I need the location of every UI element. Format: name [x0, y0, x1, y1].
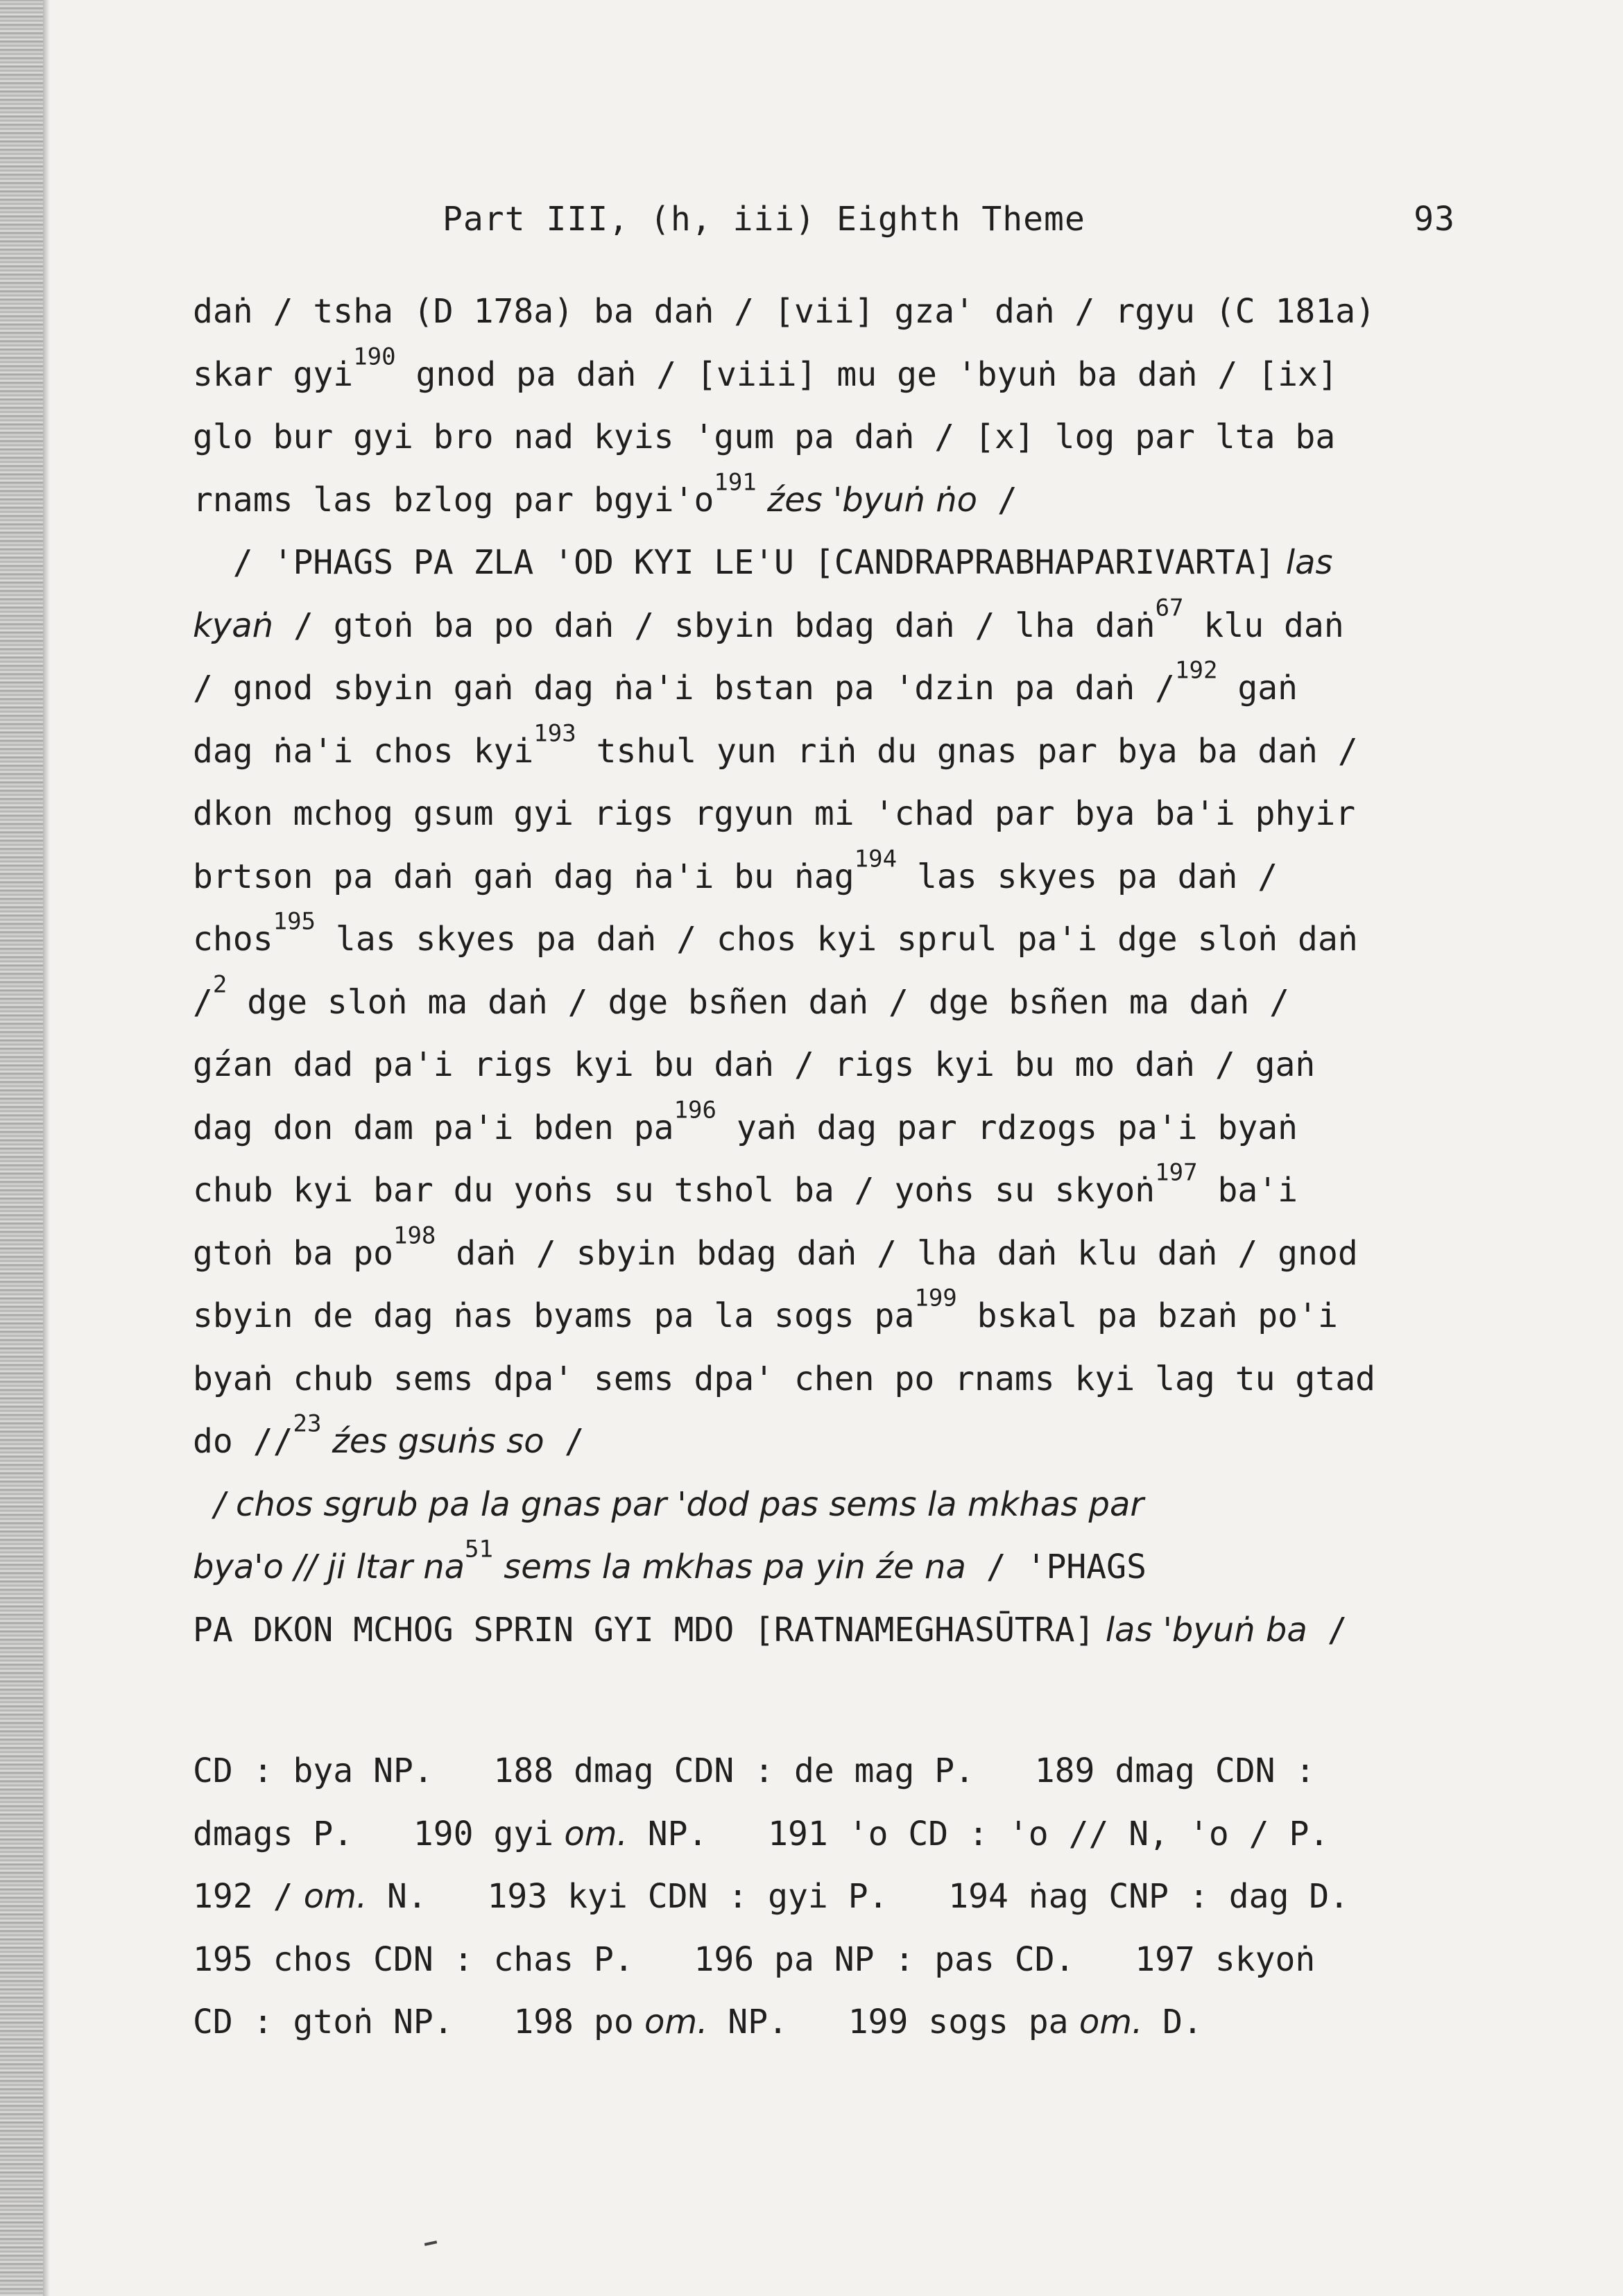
- text-line: dkon mchog gsum gyi rigs rgyun mi 'chad par bya ba'i phyir: [193, 794, 1356, 833]
- text-line: /$^2$ dge sloṅ ma daṅ / dge bsñen daṅ / dge bsñen ma daṅ /: [193, 970, 1290, 1022]
- text-line: brtson pa daṅ gaṅ dag ṅa'i bu ṅag$^{194}$ las skyes pa daṅ /: [193, 844, 1278, 896]
- running-title: Part III, (h, iii) Eighth Theme: [443, 200, 1085, 239]
- text-line: PA DKON MCHOG SPRIN GYI MDO [RATNAMEGHASŪTRA] las 'byuṅ ba /: [193, 1610, 1348, 1650]
- stray-mark: [424, 2241, 437, 2246]
- text-line: dag ṅa'i chos kyi$^{193}$ tshul yun riṅ du gnas par bya ba daṅ /: [193, 719, 1358, 771]
- footnote-ref: 23: [293, 1410, 322, 1438]
- text-line: chub kyi bar du yoṅs su tshol ba / yoṅs su skyoṅ$^{197}$ ba'i: [193, 1158, 1298, 1210]
- book-binding-edge: [0, 0, 43, 2296]
- text-line: skar gyi$^{190}$ gnod pa daṅ / [viii] mu ge 'byuṅ ba daṅ / [ix]: [193, 342, 1338, 394]
- text-line: / 'PHAGS PA ZLA 'OD KYI LE'U [CANDRAPRABHAPARIVARTA] las: [193, 543, 1333, 582]
- text-line: chos$^{195}$ las skyes pa daṅ / chos kyi sprul pa'i dge sloṅ daṅ: [193, 907, 1358, 959]
- main-text: [193, 280, 1462, 1661]
- text-line: dag don dam pa'i bden $pa^{196}$ yaṅ dag par rdzogs pa'i byaṅ: [193, 1095, 1298, 1147]
- footnote-line: 195 chos CDN : chas P. 196 pa NP : pas CD. 197 skyoṅ: [193, 1939, 1316, 1979]
- footnote-ref: 196: [673, 1095, 716, 1124]
- text-line: / chos sgrub pa la gnas par 'dod pas sems la mkhas par: [193, 1484, 1144, 1524]
- text-line: rnams las bzlog par $bgyi'o^{191}$ źes 'byuṅ ṅo /: [193, 468, 1017, 520]
- footnotes: [193, 1740, 1462, 2054]
- footnote-ref: 192: [1175, 656, 1218, 685]
- footnote-ref: 195: [273, 907, 316, 936]
- footnote-ref: 191: [714, 468, 757, 496]
- footnote-ref: 193: [533, 719, 576, 747]
- text-line: byaṅ chub sems dpa' sems dpa' chen po rnams kyi lag tu gtad: [193, 1359, 1376, 1398]
- text-line: sbyin de dag ṅas byams pa la sogs $pa^{199}$ bskal pa bzaṅ po'i: [193, 1284, 1338, 1335]
- text-line: gźan dad pa'i rigs kyi bu daṅ / rigs kyi bu mo daṅ / gaṅ: [193, 1045, 1316, 1084]
- text-line: glo bur gyi bro nad kyis 'gum pa daṅ / [x] log par lta ba: [193, 418, 1336, 456]
- footnote-line: 192 / om. N. 193 kyi CDN : gyi P. 194 ṅag CNP : dag D.: [193, 1877, 1350, 1916]
- running-header: [443, 200, 1455, 239]
- footnote-ref: 51: [465, 1535, 493, 1563]
- binding-shadow: [43, 0, 50, 2296]
- footnote-ref: 190: [353, 342, 396, 370]
- text-line: do //$^{23}$ źes gsuṅs so /: [193, 1410, 585, 1461]
- page-number: 93: [1414, 200, 1455, 239]
- footnote-line: CD : gtoṅ NP. 198 po om. NP. 199 sogs pa om. D.: [193, 2003, 1203, 2041]
- footnote-ref: 197: [1155, 1158, 1198, 1187]
- footnote-ref: 199: [914, 1284, 957, 1312]
- footnote-ref: 2: [212, 970, 227, 998]
- footnote-ref: 198: [393, 1221, 436, 1249]
- footnote-line: CD : bya NP. 188 dmag CDN : de mag P. 189 dmag CDN :: [193, 1751, 1316, 1790]
- text-line: daṅ / tsha (D 178a) ba daṅ / [vii] gza' daṅ / rgyu (C 181a): [193, 292, 1376, 331]
- footnote-line: dmags P. 190 gyi om. NP. 191 'o CD : 'o // N, 'o / P.: [193, 1814, 1330, 1853]
- footnote-ref: 67: [1155, 593, 1184, 622]
- text-line: kyaṅ / gtoṅ ba po daṅ / sbyin bdag daṅ / lha daṅ$^{67}$ klu daṅ: [193, 593, 1344, 645]
- text-line: / gnod sbyin gaṅ dag ṅa'i bstan pa 'dzin pa daṅ /$^{192}$ gaṅ: [193, 656, 1298, 708]
- text-line: gtoṅ ba $po^{198}$ daṅ / sbyin bdag daṅ / lha daṅ klu daṅ / gnod: [193, 1221, 1358, 1273]
- footnote-ref: 194: [854, 844, 898, 873]
- text-line: bya'o // ji ltar $na^{51}$ sems la mkhas pa yin źe na / 'PHAGS: [193, 1535, 1147, 1586]
